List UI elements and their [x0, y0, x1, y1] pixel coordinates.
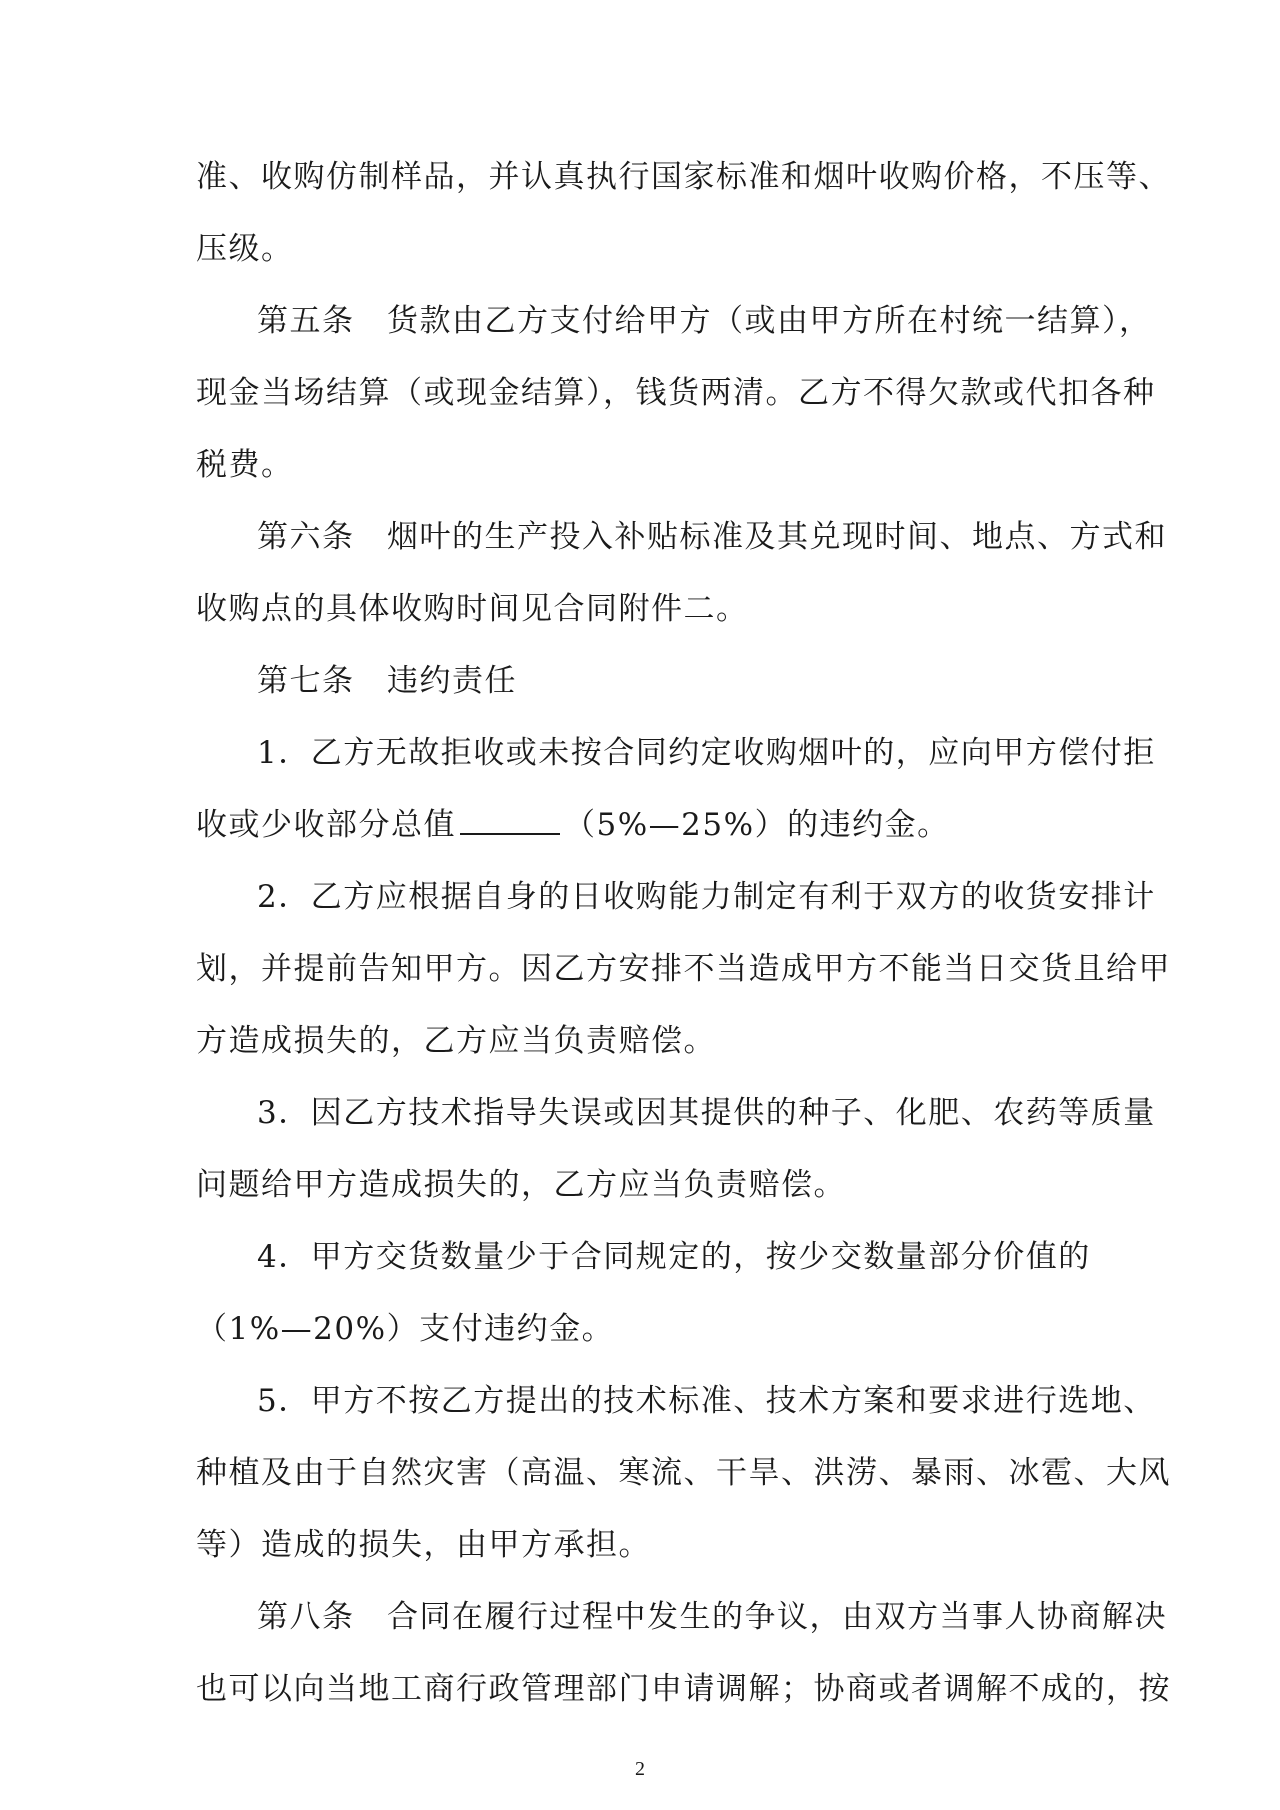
clause-5: 5．甲方不按乙方提出的技术标准、技术方案和要求进行选地、: [257, 1383, 1156, 1419]
clause-2: 2．乙方应根据自身的日收购能力制定有利于双方的收货安排计: [257, 879, 1156, 915]
text-line: 种植及由于自然灾害（高温、寒流、干旱、洪涝、暴雨、冰雹、大风: [196, 1455, 1171, 1491]
text-line: 也可以向当地工商行政管理部门申请调解；协商或者调解不成的，按: [196, 1671, 1171, 1707]
article-7-heading: 第七条 违约责任: [257, 663, 517, 699]
text-line: 准、收购仿制样品，并认真执行国家标准和烟叶收购价格，不压等、: [196, 159, 1171, 195]
text-line: 等）造成的损失，由甲方承担。: [196, 1527, 651, 1563]
text-line: 现金当场结算（或现金结算），钱货两清。乙方不得欠款或代扣各种: [196, 375, 1156, 411]
clause-1-continuation: [196, 805, 1096, 845]
page-number: 2: [635, 1758, 645, 1780]
article-8-heading: 第八条 合同在履行过程中发生的争议，由双方当事人协商解决: [257, 1599, 1167, 1635]
text-line: 划，并提前告知甲方。因乙方安排不当造成甲方不能当日交货且给甲: [196, 951, 1171, 987]
text-line: 收购点的具体收购时间见合同附件二。: [196, 591, 749, 627]
fill-in-blank[interactable]: [460, 805, 560, 835]
text-segment: 收或少收部分总值: [196, 807, 456, 843]
article-6-heading: 第六条 烟叶的生产投入补贴标准及其兑现时间、地点、方式和: [257, 519, 1167, 555]
text-line: 压级。: [196, 231, 294, 267]
clause-3: 3．因乙方技术指导失误或因其提供的种子、化肥、农药等质量: [257, 1095, 1156, 1131]
article-5-heading: 第五条 货款由乙方支付给甲方（或由甲方所在村统一结算），: [257, 303, 1152, 339]
text-line: 税费。: [196, 447, 294, 483]
text-line: 问题给甲方造成损失的，乙方应当负责赔偿。: [196, 1167, 846, 1203]
clause-1: 1．乙方无故拒收或未按合同约定收购烟叶的，应向甲方偿付拒: [257, 735, 1156, 771]
text-line: 方造成损失的，乙方应当负责赔偿。: [196, 1023, 716, 1059]
clause-4: 4．甲方交货数量少于合同规定的，按少交数量部分价值的: [257, 1239, 1091, 1275]
text-segment: （5%—25%）的违约金。: [564, 807, 950, 843]
text-line: （1%—20%）支付违约金。: [196, 1311, 615, 1347]
